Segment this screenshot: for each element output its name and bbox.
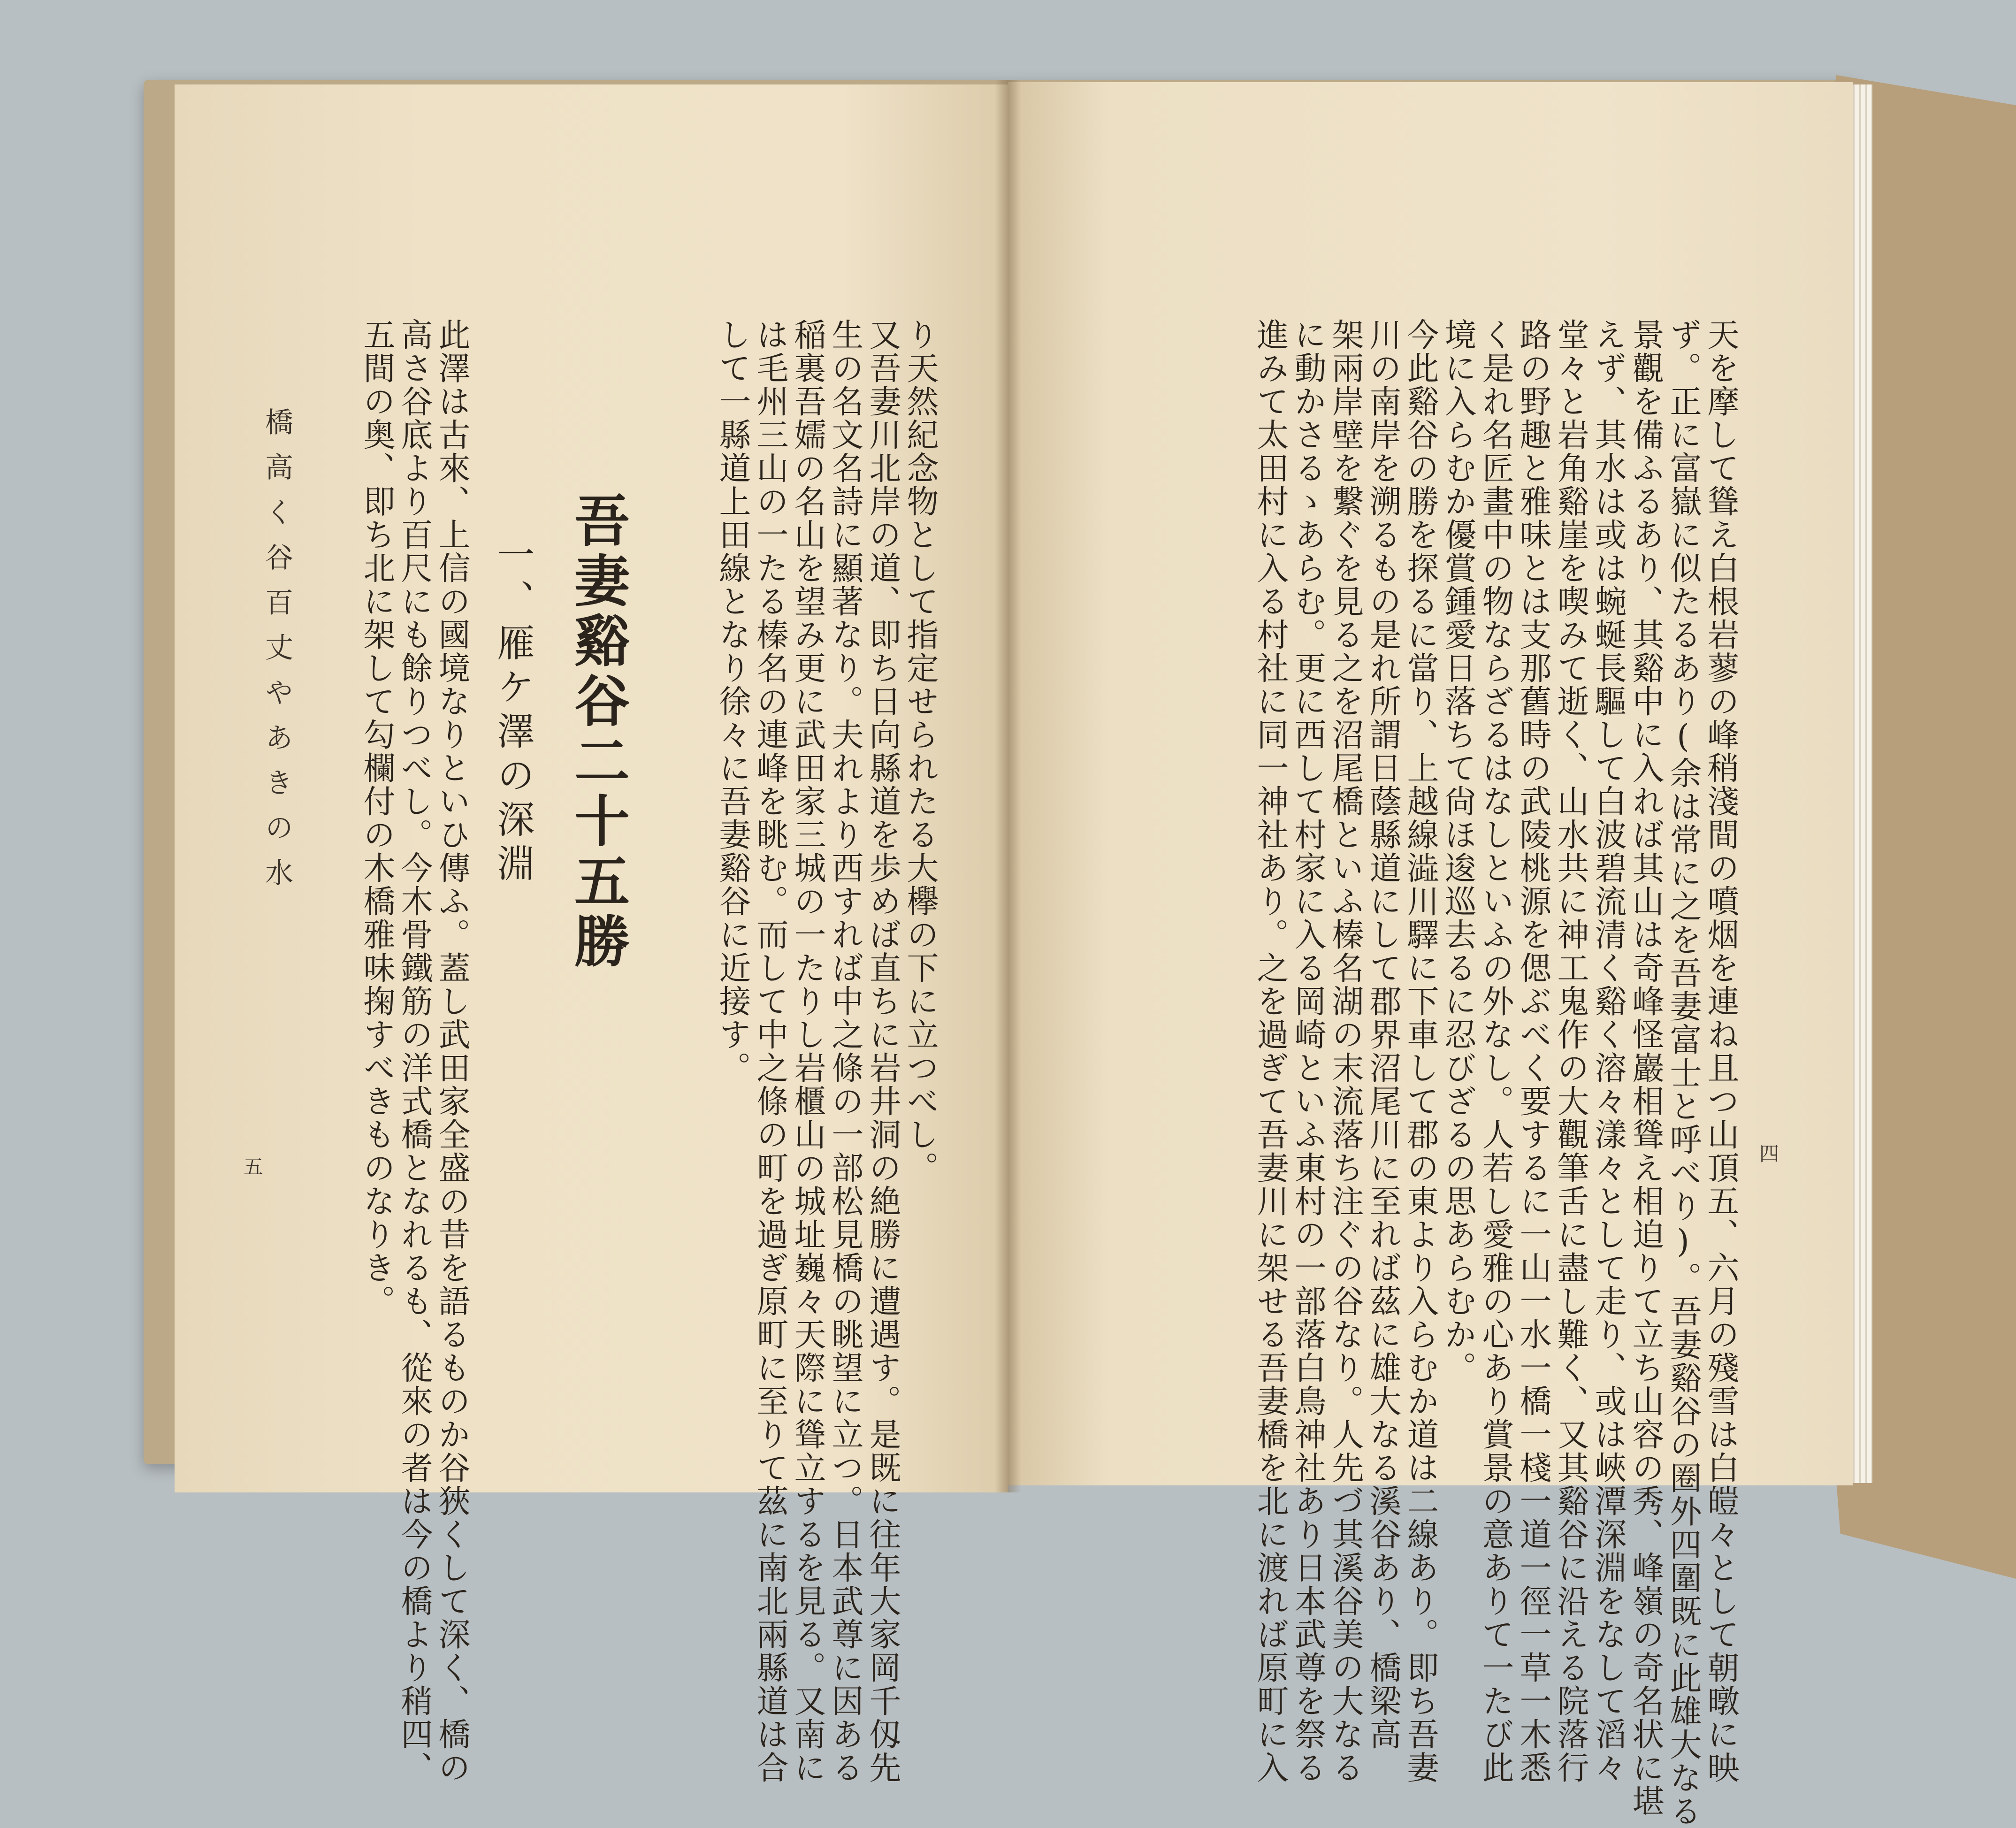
right-page-line-11: 架兩岸壁を繋ぐを見る之を沼尾橋といふ榛名湖の末流落ち注ぐの谷なり。人先づ其溪谷美の大なる: [1327, 318, 1364, 1784]
right-page-line-1: 天を摩して聳え白根岩蓼の峰稍淺間の噴烟を連ね且つ山頂五、六月の殘雪は白皚々として朝暾に映: [1702, 318, 1739, 1784]
left-page-section-line-3: 五間の奥、即ち北に架して勾欄付の木橋雅味掬すべきものなりき。: [358, 318, 395, 1318]
right-page-line-2: ず。正に富嶽に似たるあり(余は常に之を吾妻富士と呼べり)。吾妻谿谷の圈外四圍既に此雄大なる: [1665, 318, 1702, 1828]
right-page-folio: 四: [1756, 1143, 1779, 1163]
left-page-folio: 五: [241, 1156, 264, 1176]
left-page-line-6: して一縣道上田線となり徐々に吾妻谿谷に近接す。: [714, 318, 751, 1085]
book-gutter: [995, 80, 1021, 1492]
left-page-line-5: は毛州三山の一たる榛名の連峰を眺む。而して中之條の町を過ぎ原町に至りて茲に南北兩縣道は合: [751, 318, 788, 1784]
right-page-line-3: 景觀を備ふるあり、其谿中に入れば其山は奇峰怪巖相聳え相迫りて立ち山容の秀、峰嶺の奇名状に堪: [1627, 318, 1664, 1818]
left-page-line-4: 稲裏吾嬬の名山を望み更に武田家三城の一たりし岩櫃山の城址巍々天際に聳立するを見る。又南に: [789, 318, 826, 1784]
right-page-line-4: えず、其水は或は蜿蜒長驅して白波碧流清く谿く溶々漾々として走り、或は峽潭深淵をなして滔々: [1589, 318, 1627, 1784]
left-page-line-1: り天然紀念物として指定せられたる大欅の下に立つべし。: [901, 318, 939, 1185]
haiku-verse: 橋高く谷百丈やあきの水: [260, 407, 293, 903]
right-page-line-5: 堂々と岩角谿崖を喫みて逝く、山水共に神工鬼作の大觀筆舌に盡し難く、又其谿谷に沿える院落行: [1552, 318, 1589, 1784]
right-page-line-8: 境に入らむか優賞鍾愛日落ちて尙ほ逡巡去るに忍びざるの思あらむか。: [1439, 318, 1476, 1384]
chapter-title: 吾妻谿谷二十五勝: [565, 492, 630, 972]
right-page-line-9: 今此谿谷の勝を探るに當り、上越線澁川驛に下車して郡の東より入らむか道は二線あり。即ち吾妻: [1402, 318, 1439, 1784]
left-page-section-line-2: 高さ谷底より百尺にも餘りつべし。今木骨鐵筋の洋式橋となれるも、從來の者は今の橋より稍四、: [396, 318, 433, 1784]
right-page-line-10: 川の南岸を溯るもの是れ所謂日蔭縣道にして郡界沼尾川に至れば茲に雄大なる溪谷あり、橋梁高: [1364, 318, 1401, 1751]
left-page-line-3: 生の名文名詩に顯著なり。夫れより西すれば中之條の一部松見橋の眺望に立つ。日本武尊に因ある: [826, 318, 863, 1784]
section-title: 一、雁ケ澤の深淵: [491, 535, 535, 888]
left-page-section-line-1: 此澤は古來、上信の國境なりといひ傳ふ。蓋し武田家全盛の昔を語るものか谷狹くして深く、橋の: [433, 318, 470, 1784]
right-page-line-12: に動かさるゝあらむ。更に西して村家に入る岡崎といふ東村の一部落白鳥神社あり日本武尊を祭る: [1289, 318, 1326, 1784]
left-page-line-2: 又吾妻川北岸の道、即ち日向縣道を歩めば直ちに岩井洞の絶勝に遭遇す。是既に往年大家岡千仭先: [864, 318, 901, 1784]
right-page-line-7: く是れ名匠畫中の物ならざるはなしといふの外なし。人若し愛雅の心あり賞景の意ありて一たび此: [1477, 318, 1514, 1784]
right-page-line-6: 路の野趣と雅味とは支那舊時の武陵桃源を偲ぶべく要するに一山一水一橋一棧一道一徑一草一木悉: [1514, 318, 1551, 1784]
right-page-line-13: 進みて太田村に入る村社に同一神社あり。之を過ぎて吾妻川に架せる吾妻橋を北に渡れば原町に入: [1252, 318, 1289, 1784]
